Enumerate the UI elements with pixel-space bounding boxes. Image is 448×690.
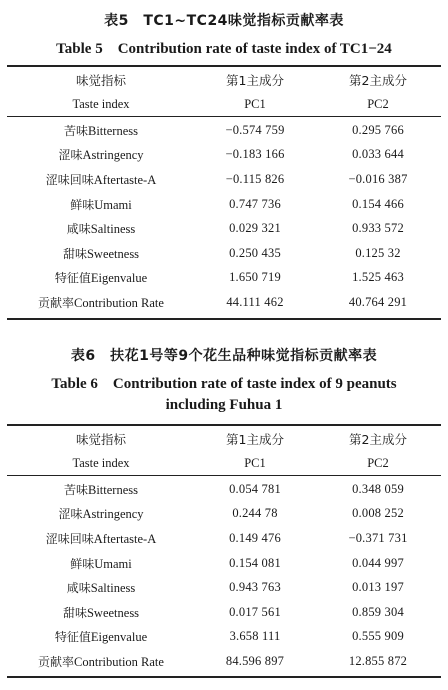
- pc2-value: 0.933 572: [352, 221, 404, 236]
- table-row: [7, 167, 441, 192]
- row-label-en: Aftertaste-A: [93, 172, 157, 187]
- table6-header-col2-en: PC1: [244, 456, 266, 471]
- pc2-value: 0.008 252: [352, 506, 404, 521]
- pc2-value: 0.033 644: [352, 147, 404, 162]
- table6-header-col1-en: Taste index: [72, 456, 130, 471]
- table6-header: [7, 427, 441, 476]
- table5-header-col2-en: PC1: [244, 97, 266, 112]
- pc1-value: −0.574 759: [225, 122, 285, 137]
- row-label-cn: 甜味: [62, 605, 87, 620]
- table-row: [7, 600, 441, 625]
- row-label-cn: 鲜味: [70, 556, 95, 571]
- pc1-value: 0.747 736: [229, 196, 281, 211]
- row-label-en: Saltiness: [90, 222, 136, 237]
- table5-header-col1-cn: 味觉指标: [75, 73, 126, 89]
- table5-bottom-rule: [7, 318, 441, 320]
- row-label-en: Saltiness: [90, 581, 136, 596]
- table6-header-col2-cn: 第1主成分: [226, 432, 284, 448]
- table6-caption-en-line1: Table 6 Contribution rate of taste index of 9 peanuts: [51, 376, 397, 392]
- row-label-cn: 涩味: [58, 507, 83, 522]
- table6-header-col1-cn: 味觉指标: [75, 432, 126, 448]
- pc1-value: −0.183 166: [225, 147, 285, 162]
- pc2-value: 0.859 304: [352, 604, 404, 619]
- row-label-cn: 咸味: [66, 222, 91, 237]
- table-row: [7, 526, 441, 551]
- pc1-value: 0.054 781: [229, 481, 281, 496]
- table-row: [7, 192, 441, 217]
- row-label-cn: 苦味: [63, 482, 88, 497]
- table5-header-rule: [7, 116, 441, 117]
- pc2-value: 0.044 997: [352, 555, 404, 570]
- pc2-value: 40.764 291: [348, 294, 408, 309]
- pc2-value: −0.371 731: [348, 530, 408, 545]
- pc2-value: 0.125 32: [355, 245, 401, 260]
- pc1-value: 84.596 897: [225, 653, 285, 668]
- pc1-value: 0.244 78: [232, 506, 278, 521]
- row-label-en: Contribution Rate: [74, 295, 164, 310]
- row-label-cn: 苦味: [63, 123, 88, 138]
- table6-top-rule: [7, 424, 441, 426]
- table-row: [7, 551, 441, 576]
- row-label-en: Bitterness: [88, 123, 138, 138]
- pc1-value: 0.149 476: [229, 530, 281, 545]
- table-row: [7, 216, 441, 241]
- table5-caption-en: Table 5 Contribution rate of taste index of TC1−24: [56, 41, 392, 57]
- row-label-en: Eigenvalue: [90, 630, 148, 645]
- table6-bottom-rule: [7, 676, 441, 678]
- row-label-en: Aftertaste-A: [93, 531, 157, 546]
- pc2-value: −0.016 387: [348, 171, 408, 186]
- row-label-en: Eigenvalue: [90, 271, 148, 286]
- row-label-en: Sweetness: [86, 605, 140, 620]
- row-label-en: Astringency: [82, 507, 144, 522]
- pc2-value: 12.855 872: [348, 653, 408, 668]
- table5-caption-cn: 表5 TC1~TC24味觉指标贡献率表: [104, 13, 344, 29]
- table-row: [7, 575, 441, 600]
- table6-body: [7, 477, 441, 674]
- table5-header: [7, 68, 441, 117]
- table5-header-col2-cn: 第1主成分: [226, 73, 284, 89]
- row-label-cn: 涩味回味: [45, 531, 94, 546]
- row-label-cn: 贡献率: [38, 654, 75, 669]
- pc1-value: 44.111 462: [226, 294, 284, 309]
- table-row: [7, 143, 441, 168]
- pc1-value: 0.943 763: [229, 580, 281, 595]
- row-label-cn: 特征值: [54, 271, 91, 286]
- pc2-value: 0.348 059: [352, 481, 404, 496]
- table6-caption-en-line2: including Fuhua 1: [165, 397, 283, 413]
- row-label-en: Astringency: [82, 148, 144, 163]
- table5-top-rule: [7, 65, 441, 67]
- row-label-en: Sweetness: [86, 246, 140, 261]
- table5-header-col1-en: Taste index: [72, 97, 130, 112]
- pc1-value: 3.658 111: [229, 629, 281, 644]
- table6-caption-cn: 表6 扶花1号等9个花生品种味觉指标贡献率表: [70, 348, 378, 364]
- table-row: [7, 649, 441, 674]
- pc2-value: 0.013 197: [352, 580, 404, 595]
- table5-header-col3-en: PC2: [367, 97, 389, 112]
- pc2-value: 0.295 766: [352, 122, 404, 137]
- table-row: [7, 477, 441, 502]
- table5-body: [7, 118, 441, 315]
- row-label-cn: 涩味回味: [45, 172, 94, 187]
- row-label-cn: 贡献率: [38, 295, 75, 310]
- pc1-value: 0.250 435: [229, 245, 281, 260]
- table-row: [7, 290, 441, 315]
- pc1-value: 0.154 081: [229, 555, 281, 570]
- pc1-value: −0.115 826: [225, 171, 285, 186]
- pc2-value: 0.154 466: [352, 196, 404, 211]
- row-label-cn: 咸味: [66, 581, 91, 596]
- row-label-cn: 特征值: [54, 630, 91, 645]
- table6-header-col3-en: PC2: [367, 456, 389, 471]
- row-label-en: Umami: [94, 556, 132, 571]
- pc1-value: 0.017 561: [229, 604, 281, 619]
- table6-header-rule: [7, 475, 441, 476]
- row-label-en: Contribution Rate: [74, 654, 164, 669]
- pc2-value: 1.525 463: [352, 270, 404, 285]
- table-row: [7, 502, 441, 527]
- pc2-value: 0.555 909: [352, 629, 404, 644]
- row-label-cn: 涩味: [58, 148, 83, 163]
- row-label-en: Umami: [94, 197, 132, 212]
- pc1-value: 1.650 719: [229, 270, 281, 285]
- table6-header-col3-cn: 第2主成分: [349, 432, 407, 448]
- table-row: [7, 266, 441, 291]
- table-row: [7, 118, 441, 143]
- row-label-cn: 鲜味: [70, 197, 95, 212]
- row-label-en: Bitterness: [88, 482, 138, 497]
- row-label-cn: 甜味: [62, 246, 87, 261]
- pc1-value: 0.029 321: [229, 221, 281, 236]
- table5-header-col3-cn: 第2主成分: [349, 73, 407, 89]
- table-row: [7, 241, 441, 266]
- table-row: [7, 625, 441, 650]
